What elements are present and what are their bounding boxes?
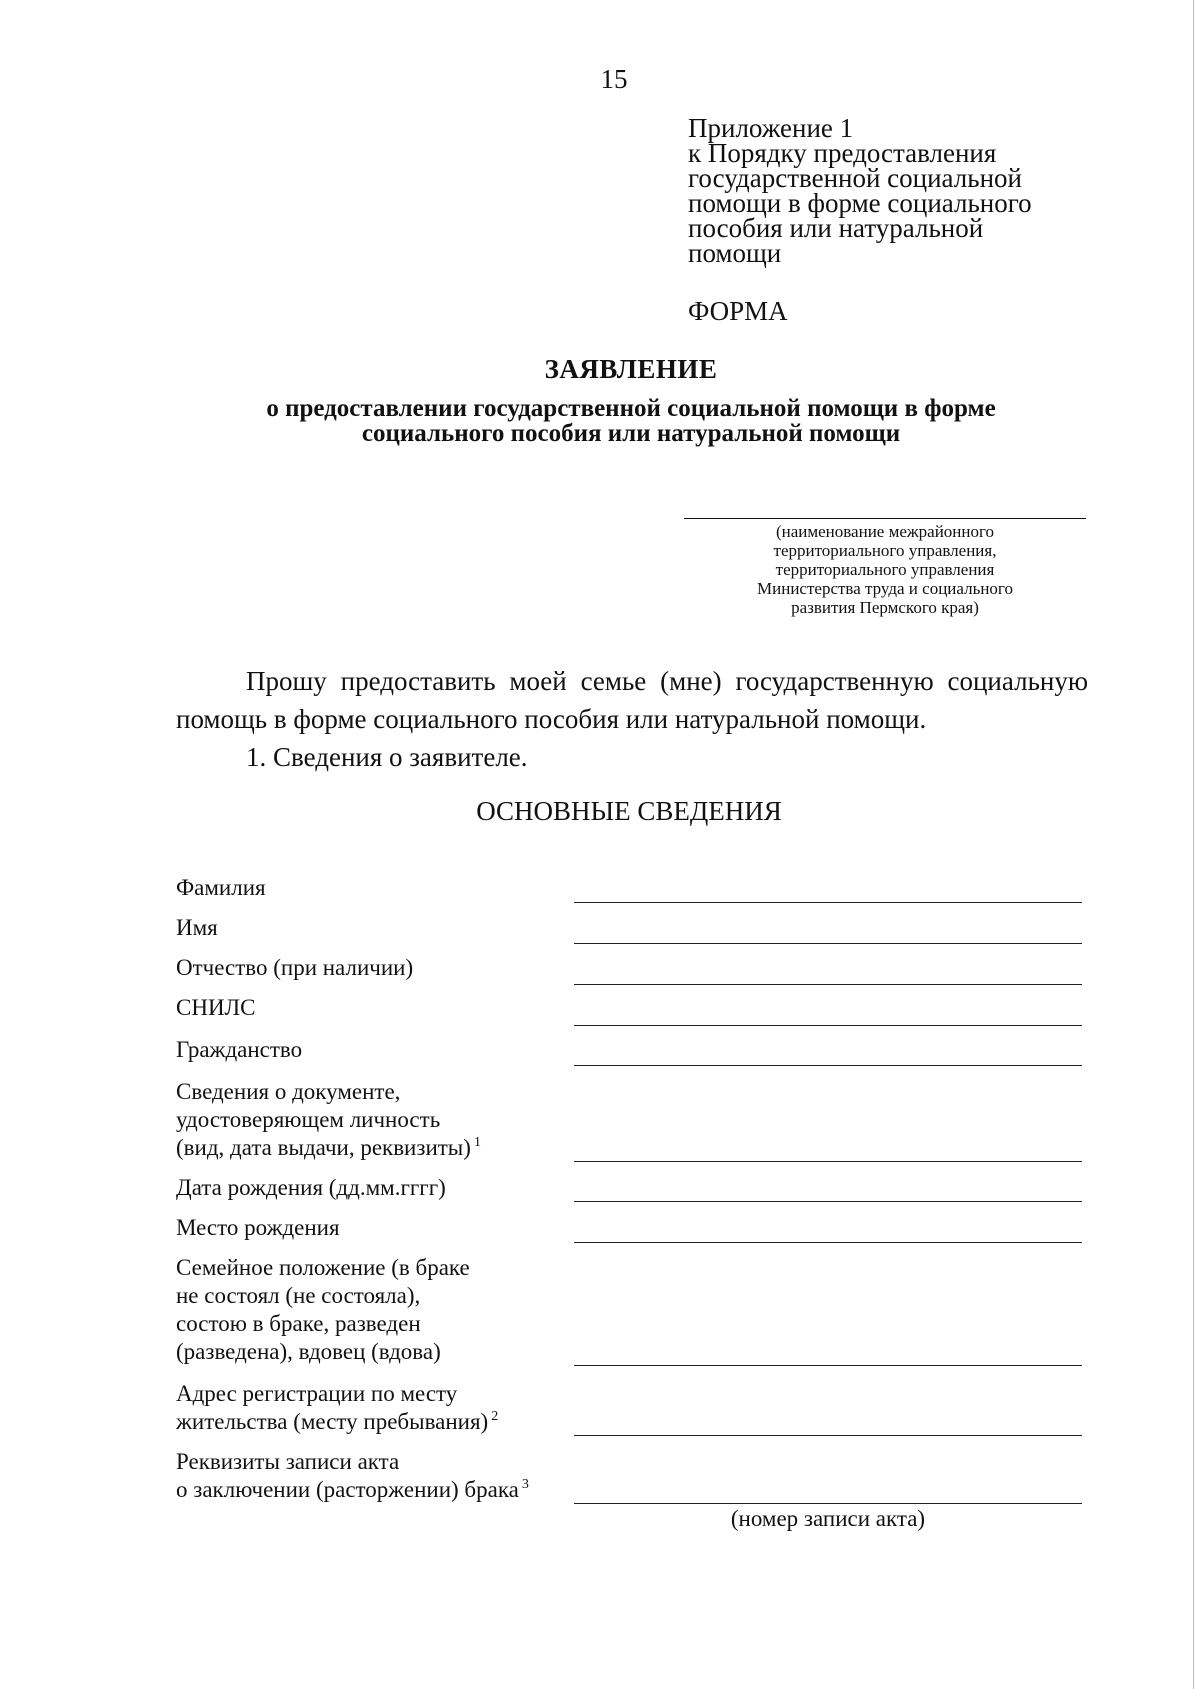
field-label-text: о заключении (расторжении) брака xyxy=(176,1477,519,1502)
field-label-line: (разведена), вдовец (вдова) xyxy=(176,1339,441,1364)
intro-paragraph: Прошу предоставить моей семье (мне) государственную социальную помощь в форме социального пособия или натуральной помощи. xyxy=(176,666,1088,734)
authority-caption-line: развития Пермского края) xyxy=(791,598,979,617)
field-label-line xyxy=(176,1476,576,1504)
document-title: ЗАЯВЛЕНИЕ xyxy=(544,354,718,384)
field-label-line xyxy=(176,1408,576,1436)
act-record-caption: (номер записи акта) xyxy=(730,1506,926,1531)
field-label-line: Сведения о документе, xyxy=(176,1079,401,1104)
field-label-line: Имя xyxy=(176,915,218,940)
field-label-line: Место рождения xyxy=(176,1215,340,1240)
field-label-line: Гражданство xyxy=(176,1037,303,1062)
footnote-marker: 1 xyxy=(473,1135,481,1150)
authority-caption-line: Министерства труда и социального xyxy=(757,579,1013,598)
appendix-line: Приложение 1 xyxy=(688,113,854,143)
field-label-patronymic xyxy=(176,954,576,982)
marital-status-field[interactable] xyxy=(574,1365,1082,1366)
birth-date-field[interactable] xyxy=(574,1201,1082,1202)
patronymic-field[interactable] xyxy=(574,984,1082,985)
appendix-line: пособия или натуральной xyxy=(688,213,984,243)
field-label-line: Адрес регистрации по месту xyxy=(176,1381,458,1406)
field-label-act-record xyxy=(176,1448,576,1504)
field-label-id-document xyxy=(176,1078,576,1162)
snils-field[interactable] xyxy=(574,1025,1082,1026)
field-label-birth-date xyxy=(176,1174,576,1202)
subtitle-line: о предоставлении государственной социальной помощи в форме xyxy=(266,395,996,422)
id-document-field[interactable] xyxy=(574,1161,1082,1162)
name-field[interactable] xyxy=(574,943,1082,944)
appendix-line: государственной социальной xyxy=(688,163,1022,193)
field-label-text: (вид, дата выдачи, реквизиты) xyxy=(176,1135,471,1160)
document-subtitle xyxy=(0,396,1200,446)
field-label-snils xyxy=(176,994,576,1022)
authority-caption-line: территориального управления xyxy=(775,560,995,579)
subtitle-line: социального пособия или натуральной помощи xyxy=(361,420,901,447)
appendix-line: помощи в форме социального xyxy=(688,188,1032,218)
authority-caption-line: территориального управления, xyxy=(773,541,997,560)
field-label-line: Семейное положение (в браке xyxy=(176,1255,470,1280)
field-label-marital-status xyxy=(176,1254,576,1366)
field-label-line: удостоверяющем личность xyxy=(176,1107,441,1132)
address-field[interactable] xyxy=(574,1435,1082,1436)
section-title: ОСНОВНЫЕ СВЕДЕНИЯ xyxy=(476,796,782,826)
footnote-marker: 3 xyxy=(521,1477,529,1492)
appendix-block xyxy=(688,113,1128,268)
field-label-surname xyxy=(176,874,576,902)
field-label-line: СНИЛС xyxy=(176,995,256,1020)
field-label-line: не состоял (не состояла), xyxy=(176,1283,421,1308)
appendix-line: к Порядку предоставления xyxy=(688,138,997,168)
field-label-line xyxy=(176,1134,576,1162)
field-label-citizenship xyxy=(176,1036,576,1064)
birth-place-field[interactable] xyxy=(574,1242,1082,1243)
authority-caption xyxy=(684,522,1086,617)
field-label-birth-place xyxy=(176,1214,576,1242)
page-edge xyxy=(1193,0,1194,1689)
page-number: 15 xyxy=(600,64,628,94)
act-record-number-field[interactable] xyxy=(574,1503,1082,1504)
field-label-line: Реквизиты записи акта xyxy=(176,1449,400,1474)
intro-item-1: 1. Сведения о заявителе. xyxy=(246,742,528,772)
field-label-name xyxy=(176,914,576,942)
citizenship-field[interactable] xyxy=(574,1065,1082,1066)
intro-text xyxy=(176,662,1088,776)
field-label-line: Дата рождения (дд.мм.гггг) xyxy=(176,1175,446,1200)
field-label-line: Фамилия xyxy=(176,875,266,900)
footnote-marker: 2 xyxy=(491,1409,499,1424)
field-label-line: Отчество (при наличии) xyxy=(176,955,414,980)
field-label-line: состою в браке, разведен xyxy=(176,1311,421,1336)
field-label-address xyxy=(176,1380,576,1436)
authority-caption-line: (наименование межрайонного xyxy=(775,522,995,541)
surname-field[interactable] xyxy=(574,902,1082,903)
field-label-text: жительства (месту пребывания) xyxy=(176,1409,489,1434)
appendix-line: помощи xyxy=(688,238,782,268)
authority-name-field[interactable] xyxy=(684,518,1086,520)
form-label: ФОРМА xyxy=(688,296,788,326)
